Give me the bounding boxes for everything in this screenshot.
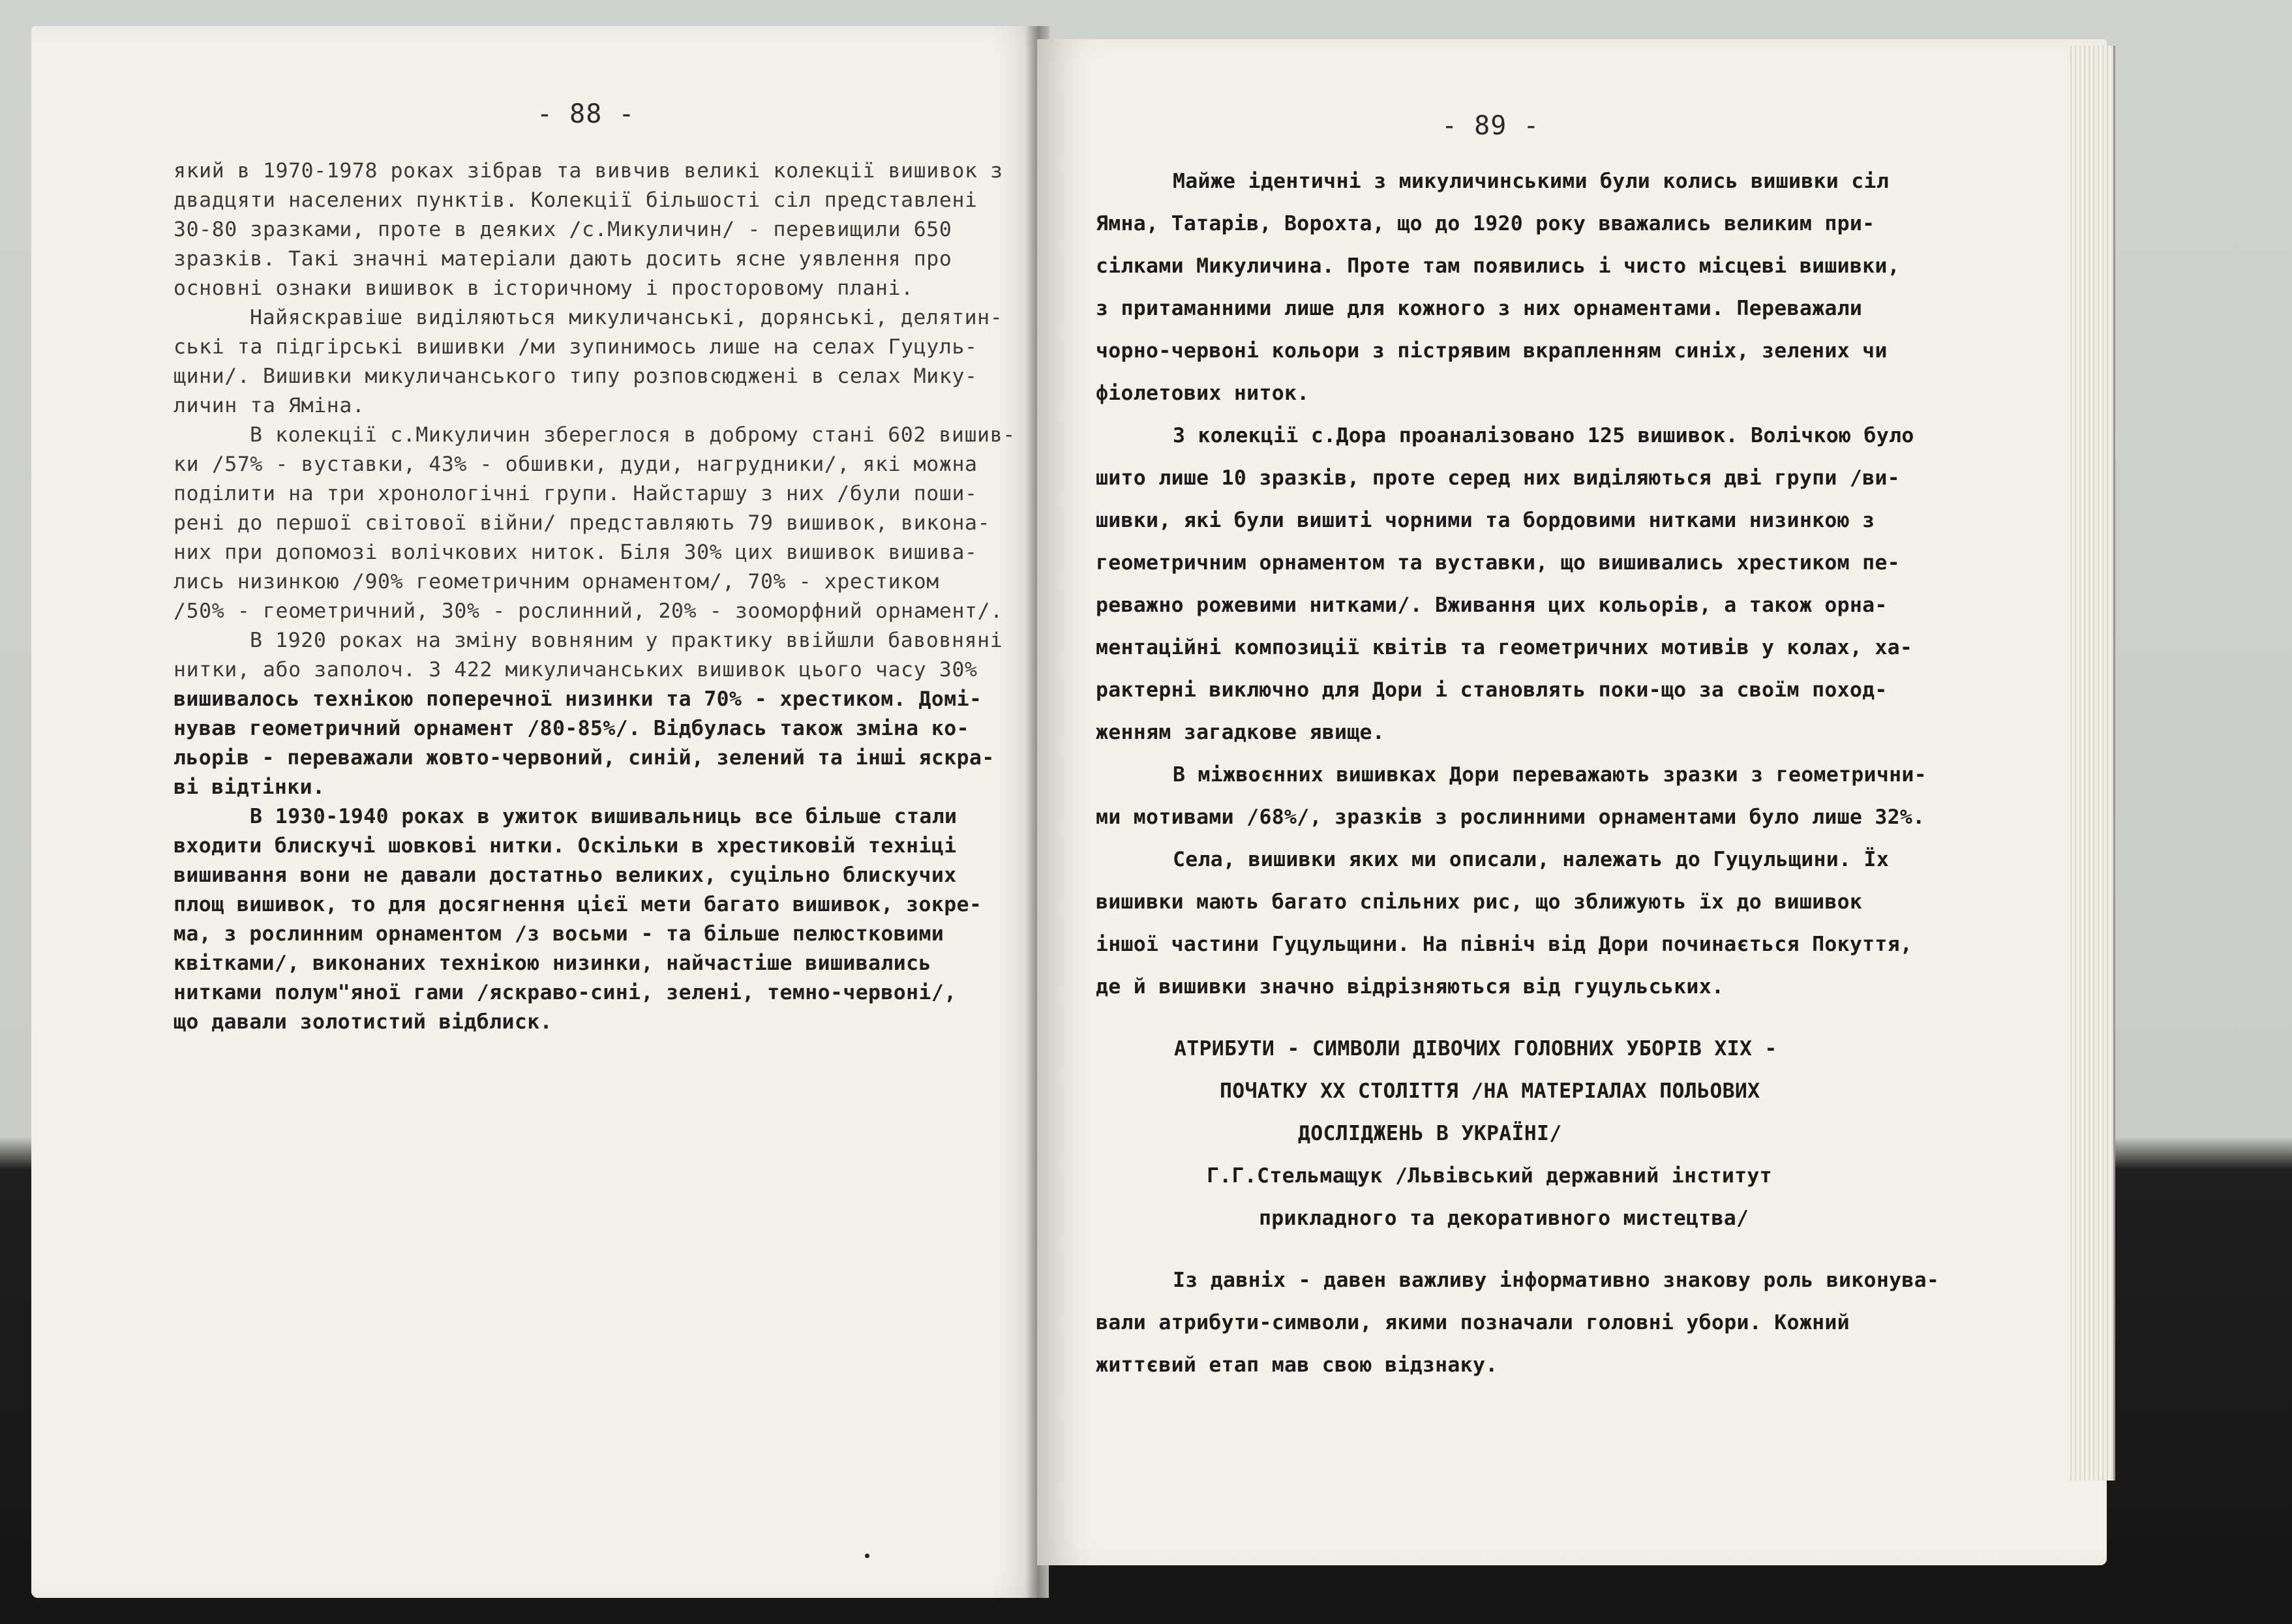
text-line: нував геометричний орнамент /80-85%/. Відбулась також зміна ко- [173,717,969,740]
text-line: квітками/, виконаних технікою низинки, найчастіше вишивались [173,952,931,975]
text-line: 30-80 зразками, проте в деяких /с.Микуличин/ - перевищили 650 [173,218,952,241]
text-line: ментаційні композиції квітів та геометричних мотивів у колах, ха- [1096,636,1913,659]
text-line: рактерні виключно для Дори і становлять поки-що за своїм поход- [1096,678,1888,702]
right-page [1037,39,2107,1565]
speck [865,1554,869,1558]
text-line: личин та Яміна. [173,394,365,417]
text-line: нитками полум"яної гами /яскраво-сині, зелені, темно-червоні/, [173,981,957,1004]
text-line: фіолетових ниток. [1096,382,1310,405]
text-line: Найяскравіше виділяються микуличанські, дорянські, делятин- [250,306,1003,329]
text-line: ві відтінки. [173,775,325,799]
text-line: де й вишивки значно відрізняються від гуцульських. [1096,975,1725,999]
text-line: щини/. Вишивки микуличанського типу розповсюджені в селах Мику- [173,365,978,388]
text-line: ські та підгірські вишивки /ми зупинимось лише на селах Гуцуль- [173,335,978,359]
text-line: нитки, або заполоч. З 422 микуличанських вишивок цього часу 30% [173,658,978,682]
text-line: ми мотивами /68%/, зразків з рослинними орнаментами було лише 32%. [1096,805,1925,829]
text-line: двадцяти населених пунктів. Колекції більшості сіл представлені [173,188,978,212]
page-block-edge [2068,46,2115,1481]
text-line: вишивання вони не давали достатньо великих, суцільно блискучих [173,864,957,887]
text-line: В 1930-1940 роках в ужиток вишивальниць все більше стали [250,805,958,828]
text-line: вишивалось технікою поперечної низинки та 70% - хрестиком. Домі- [173,687,982,711]
text-line: Села, вишивки яких ми описали, належать до Гуцульщини. Їх [1173,848,1890,871]
page-number-right: - 89 - [1441,111,1540,141]
text-line: реважно рожевими нитками/. Вживання цих кольорів, а також орна- [1096,594,1888,617]
text-line: лись низинкою /90% геометричним орнаментом/, 70% - хрестиком [173,570,939,594]
section-heading-line: АТРИБУТИ - СИМВОЛИ ДІВОЧИХ ГОЛОВНИХ УБОРІВ XIX - [1174,1037,1777,1060]
text-line: чорно-червоні кольори з пістрявим вкрапленням синіх, зелених чи [1096,339,1888,363]
text-line: входити блискучі шовкові нитки. Оскільки в хрестиковій техніці [173,834,957,858]
text-line: них при допомозі волічкових ниток. Біля 30% цих вишивок вишива- [173,541,978,564]
text-line: іншої частини Гуцульщини. На північ від Дори починається Покуття, [1096,933,1913,956]
left-page [31,26,1049,1598]
text-line: В колекції с.Микуличин збереглося в доброму стані 602 вишив- [250,423,1016,447]
section-heading-line: ДОСЛІДЖЕНЬ В УКРАЇНІ/ [1298,1122,1562,1145]
text-line: рені до першої світової війни/ представляють 79 вишивок, викона- [173,511,991,535]
text-line: Із давніх - давен важливу інформативно знакову роль виконува- [1173,1269,1940,1292]
text-line: шито лише 10 зразків, проте серед них виділяються дві групи /ви- [1096,466,1900,490]
text-line: сілками Микуличина. Проте там появились і чисто місцеві вишивки, [1096,254,1900,278]
text-line: женням загадкове явище. [1096,721,1385,744]
author-line: прикладного та декоративного мистецтва/ [1259,1207,1749,1230]
text-line: льорів - переважали жовто-червоний, синій, зелений та інші яскра- [173,746,995,770]
text-line: Майже ідентичні з микуличинськими були колись вишивки сіл [1173,170,1890,193]
author-line: Г.Г.Стельмащук /Львівський державний інститут [1207,1164,1772,1188]
text-line: Ямна, Татарів, Ворохта, що до 1920 року вважались великим при- [1096,212,1875,235]
text-line: шивки, які були вишиті чорними та бордовими нитками низинкою з [1096,509,1875,532]
page-number-left: - 88 - [537,99,635,129]
text-line: В міжвоєнних вишивках Дори переважають зразки з геометрични- [1173,763,1927,787]
text-line: ки /57% - вуставки, 43% - обшивки, дуди, нагрудники/, які можна [173,453,978,476]
text-line: В 1920 роках на зміну вовняним у практику ввійшли бавовняні [250,629,1003,652]
text-line: поділити на три хронологічні групи. Найстаршу з них /були поши- [173,482,978,505]
text-line: /50% - геометричний, 30% - рослинний, 20% - зооморфний орнамент/. [173,599,1003,623]
text-line: геометричним орнаментом та вуставки, що вишивались хрестиком пе- [1096,551,1900,575]
text-line: який в 1970-1978 роках зібрав та вивчив великі колекції вишивок з [173,159,1003,183]
text-line: З колекції с.Дора проаналізовано 125 вишивок. Волічкою було [1173,424,1914,447]
text-line: з притаманними лише для кожного з них орнаментами. Переважали [1096,297,1863,320]
text-line: вишивки мають багато спільних рис, що зближують їх до вишивок [1096,890,1863,914]
text-line: зразків. Такі значні матеріали дають досить ясне уявлення про [173,247,952,271]
text-line: що давали золотистий відблиск. [173,1010,552,1034]
text-line: основні ознаки вишивок в історичному і просторовому плані. [173,277,914,300]
text-line: площ вишивок, то для досягнення цієї мети багато вишивок, зокре- [173,893,982,916]
section-heading-line: ПОЧАТКУ XX СТОЛІТТЯ /НА МАТЕРІАЛАХ ПОЛЬОВИХ [1220,1079,1760,1103]
text-line: вали атрибути-символи, якими позначали головні убори. Кожний [1096,1311,1850,1334]
text-line: життєвий етап мав свою відзнаку. [1096,1353,1498,1377]
text-line: ма, з рослинним орнаментом /з восьми - та більше пелюстковими [173,922,944,946]
